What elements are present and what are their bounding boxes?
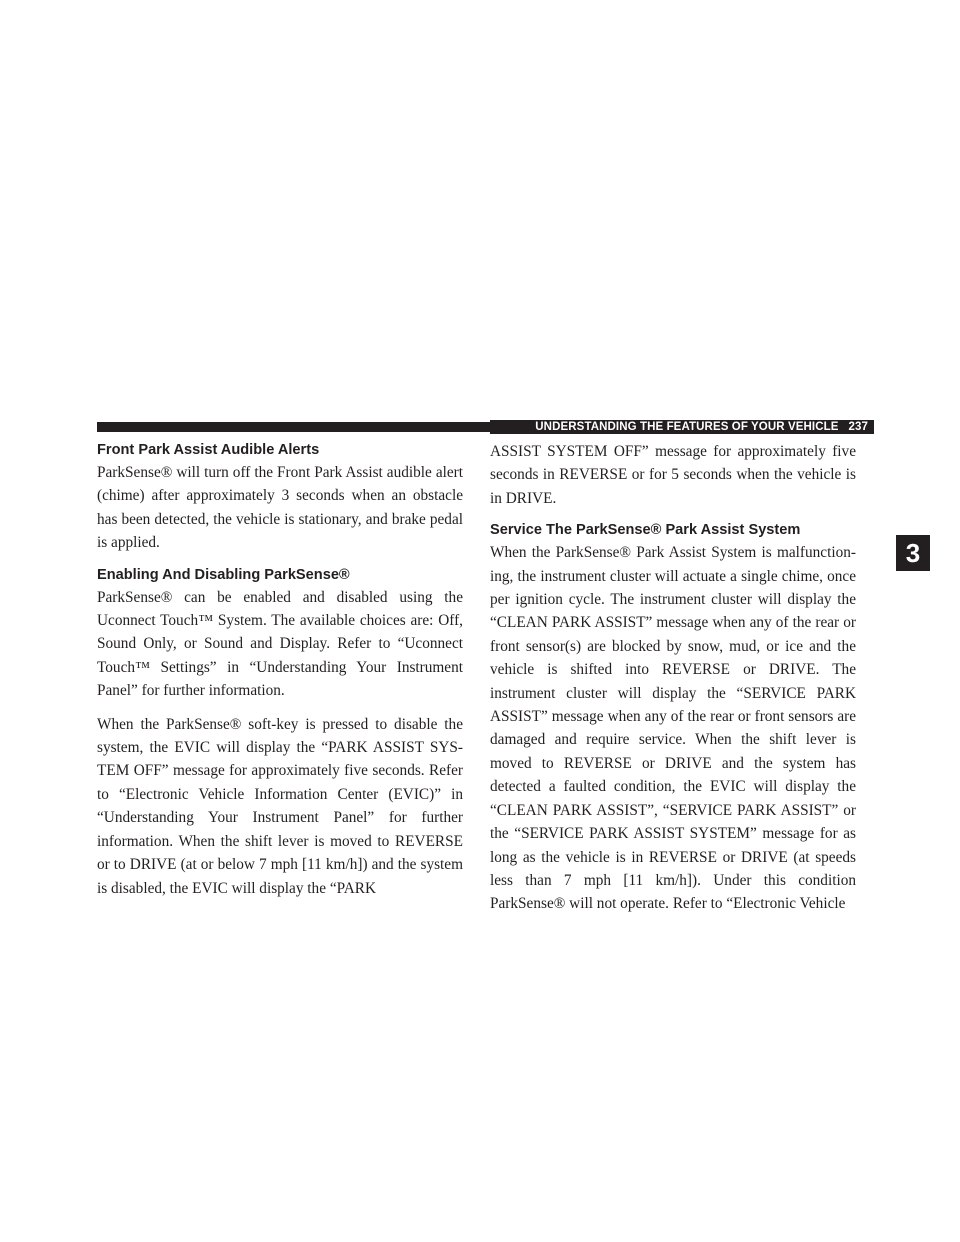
paragraph-soft-key: When the ParkSense® soft-key is pressed to disable the system, the EVIC will display the “PARK ASSIST SYSTEM OFF” message for approximately five seconds. Refer to “Electronic Vehicle Information Center (EVIC)” in “Understanding Your Instrument Panel” for further information. When the shift lever is moved to REVERSE or to DRIVE (at or below 7 mph [11 km/h]) and the system is disabled, the EVIC will display the “PARK <box>97 715 463 897</box>
left-column <box>97 440 463 910</box>
paragraph-enabling-disabling: ParkSense® can be enabled and disabled using the Uconnect Touch™ System. The available choices are: Off, Sound Only, or Sound and Display. Refer to “Uconnect Touch™ Settings” in “Understanding Your Instrument Panel” for further information. <box>97 588 463 700</box>
heading-service-parksense: Service The ParkSense® Park Assist System <box>490 522 801 539</box>
paragraph-front-park-assist: ParkSense® will turn off the Front Park Assist audible alert (chime) after approximately 3 seconds when an obstacle has been detected, the vehicle is stationary, and brake pedal is applied. <box>97 464 463 552</box>
running-header <box>490 420 874 434</box>
page-number: 237 <box>848 421 868 433</box>
chapter-tab <box>896 535 930 571</box>
chapter-number: 3 <box>905 537 921 568</box>
paragraph-service-parksense: When the ParkSense® Park Assist System is malfunctioning, the instrument cluster will actuate a single chime, once per ignition cycle. The instrument cluster will display the “CLEAN PARK ASSIST” message when any of the rear or front sensor(s) are blocked by snow, mud, or ice and the vehicle is shifted into REVERSE or DRIVE. The instrument cluster will display the “SERVICE PARK ASSIST” message when any of the rear or front sensors are damaged and require service. When the shift lever is moved to REVERSE or DRIVE and the system has detected a faulted condition, the EVIC will display the “CLEAN PARK ASSIST”, “SERVICE PARK ASSIST” or the “SERVICE PARK ASSIST SYSTEM” message for as long as the vehicle is in REVERSE or DRIVE (at speeds less than 7 mph [11 km/h]). Under this condition ParkSense® will not operate. Refer to “Electronic Vehicle <box>490 544 856 913</box>
heading-enabling-disabling: Enabling And Disabling ParkSense® <box>97 566 350 583</box>
heading-front-park-assist: Front Park Assist Audible Alerts <box>97 442 320 458</box>
header-rule <box>97 422 490 432</box>
section-title: UNDERSTANDING THE FEATURES OF YOUR VEHICLE <box>535 421 839 433</box>
right-column <box>490 440 856 926</box>
paragraph-continued: ASSIST SYSTEM OFF” message for approximately five seconds in REVERSE or for 5 seconds when the vehicle is in DRIVE. <box>490 443 856 507</box>
